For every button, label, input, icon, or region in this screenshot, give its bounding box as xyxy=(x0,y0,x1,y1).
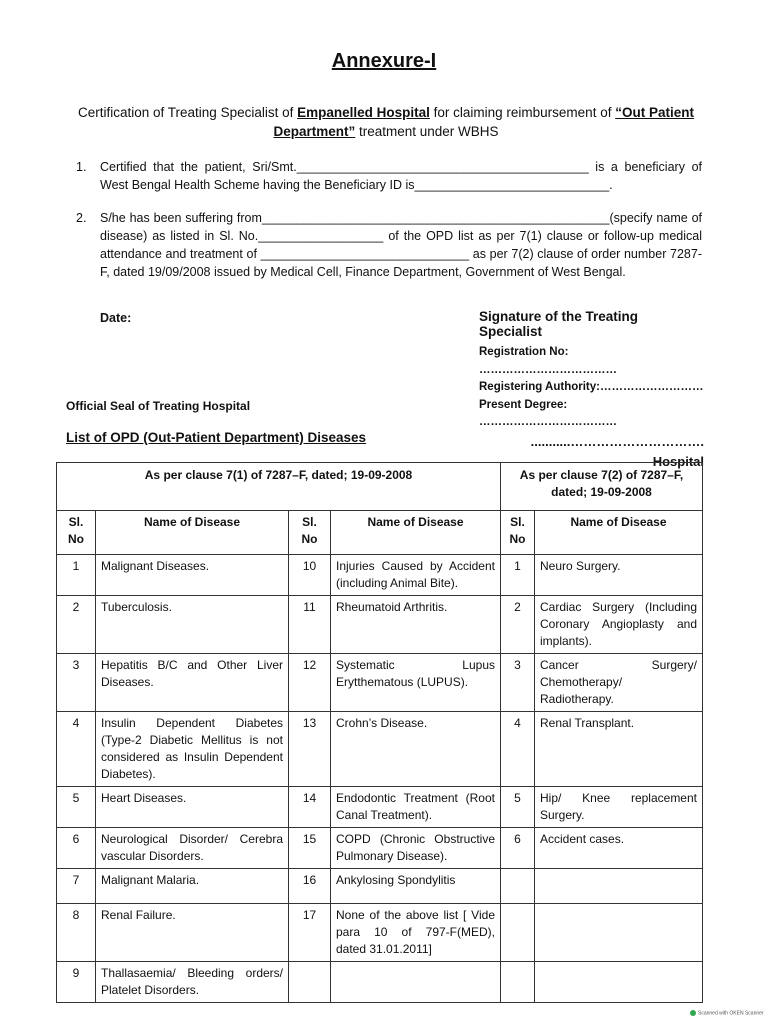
present-degree: Present Degree: ……………………………… xyxy=(479,398,617,428)
annexure-title: Annexure-I xyxy=(331,50,437,72)
clause-7-2-header: As per clause 7(2) of 7287–F, dated; 19-09-2008 xyxy=(501,463,703,511)
sl-no: 5 xyxy=(57,787,96,828)
opd-diseases-table xyxy=(56,462,703,1003)
disease-name: Crohn’s Disease. xyxy=(331,712,501,787)
disease-name xyxy=(535,962,703,1003)
sl-no: 3 xyxy=(57,654,96,712)
registration-no: Registration No: ……………………………… xyxy=(479,346,617,376)
disease-name: Cancer Surgery/ Chemotherapy/ Radiotherapy. xyxy=(535,654,703,712)
subtitle-bold1: Empanelled Hospital xyxy=(297,105,430,120)
official-seal-label: Official Seal of Treating Hospital xyxy=(66,399,251,413)
disease-name: Renal Failure. xyxy=(96,904,289,962)
sl-no: 2 xyxy=(501,596,535,654)
sl-no xyxy=(501,962,535,1003)
signature-block xyxy=(479,309,704,472)
sl-no: 8 xyxy=(57,904,96,962)
disease-name: Hip/ Knee replacement Surgery. xyxy=(535,787,703,828)
sl-no: 1 xyxy=(501,555,535,596)
col-header-slno: Sl. No xyxy=(289,511,331,555)
disease-name: Endodontic Treatment (Root Canal Treatment). xyxy=(331,787,501,828)
table-row xyxy=(57,654,703,712)
table-row xyxy=(57,712,703,787)
table-row xyxy=(57,787,703,828)
hospital-line: ...........…………………………. Hospital xyxy=(530,433,704,469)
disease-name: Systematic Lupus Erytthematous (LUPUS). xyxy=(331,654,501,712)
disease-name: COPD (Chronic Obstructive Pulmonary Disease). xyxy=(331,828,501,869)
clause-7-1-header: As per clause 7(1) of 7287–F, dated; 19-09-2008 xyxy=(57,463,501,511)
sl-no: 9 xyxy=(57,962,96,1003)
date-label: Date: xyxy=(100,311,132,325)
sl-no: 13 xyxy=(289,712,331,787)
sl-no: 15 xyxy=(289,828,331,869)
table-row xyxy=(57,904,703,962)
disease-name: Cardiac Surgery (Including Coronary Angioplasty and implants). xyxy=(535,596,703,654)
disease-name: Malignant Malaria. xyxy=(96,869,289,904)
disease-name: Tuberculosis. xyxy=(96,596,289,654)
col-header-disease: Name of Disease xyxy=(331,511,501,555)
sl-no: 1 xyxy=(57,555,96,596)
certification-item-2 xyxy=(76,209,702,281)
subtitle-bold2: “Out Patient Department” xyxy=(273,105,694,139)
scanner-note: Scanned with OKEN Scanner xyxy=(698,1010,764,1017)
disease-name xyxy=(535,869,703,904)
subtitle-part3: treatment under WBHS xyxy=(355,124,499,139)
scanner-logo-icon xyxy=(690,1010,696,1016)
disease-name: Insulin Dependent Diabetes (Type-2 Diabetic Mellitus is not considered as Insulin Dependent Diabetes). xyxy=(96,712,289,787)
sl-no: 2 xyxy=(57,596,96,654)
sl-no: 4 xyxy=(57,712,96,787)
sl-no xyxy=(501,904,535,962)
disease-name xyxy=(331,962,501,1003)
sl-no: 17 xyxy=(289,904,331,962)
col-header-disease: Name of Disease xyxy=(535,511,703,555)
sl-no: 3 xyxy=(501,654,535,712)
table-row xyxy=(57,596,703,654)
table-row xyxy=(57,962,703,1003)
disease-name: Accident cases. xyxy=(535,828,703,869)
sl-no: 4 xyxy=(501,712,535,787)
disease-name: Malignant Diseases. xyxy=(96,555,289,596)
column-header-row xyxy=(57,511,703,555)
disease-name: Thallasaemia/ Bleeding orders/ Platelet Disorders. xyxy=(96,962,289,1003)
sl-no: 12 xyxy=(289,654,331,712)
sl-no: 11 xyxy=(289,596,331,654)
scanner-watermark xyxy=(690,1010,764,1016)
disease-name: Neuro Surgery. xyxy=(535,555,703,596)
disease-name: Hepatitis B/C and Other Liver Diseases. xyxy=(96,654,289,712)
sl-no: 10 xyxy=(289,555,331,596)
subtitle-part2: for claiming reimbursement of xyxy=(429,105,616,120)
item-number: 2. xyxy=(76,211,87,225)
sl-no: 14 xyxy=(289,787,331,828)
sl-no xyxy=(289,962,331,1003)
sl-no: 6 xyxy=(501,828,535,869)
item-text: Certified that the patient, Sri/Smt.__________________________________________ is a beneficiary of West Bengal Health Scheme having the Beneficiary ID is____________________________. xyxy=(100,160,702,192)
group-header-row xyxy=(57,463,703,511)
disease-name: Heart Diseases. xyxy=(96,787,289,828)
disease-name xyxy=(535,904,703,962)
sl-no xyxy=(501,869,535,904)
item-number: 1. xyxy=(76,160,87,174)
registering-authority: Registering Authority:……………………… xyxy=(479,381,704,393)
subtitle-part1: Certification of Treating Specialist of xyxy=(78,105,298,120)
table-row xyxy=(57,555,703,596)
disease-name: Rheumatoid Arthritis. xyxy=(331,596,501,654)
disease-name: Injuries Caused by Accident (including Animal Bite). xyxy=(331,555,501,596)
col-header-disease: Name of Disease xyxy=(96,511,289,555)
sl-no: 7 xyxy=(57,869,96,904)
sl-no: 16 xyxy=(289,869,331,904)
certification-subtitle xyxy=(72,103,700,141)
signature-heading: Signature of the Treating Specialist xyxy=(479,309,639,339)
certification-item-1 xyxy=(76,158,702,194)
disease-name: Ankylosing Spondylitis xyxy=(331,869,501,904)
disease-name: None of the above list [ Vide para 10 of 797-F(MED), dated 31.01.2011] xyxy=(331,904,501,962)
opd-list-heading: List of OPD (Out-Patient Department) Diseases xyxy=(66,430,367,445)
sl-no: 6 xyxy=(57,828,96,869)
col-header-slno: Sl. No xyxy=(501,511,535,555)
disease-name: Neurological Disorder/ Cerebra vascular Disorders. xyxy=(96,828,289,869)
table-row xyxy=(57,828,703,869)
sl-no: 5 xyxy=(501,787,535,828)
disease-name: Renal Transplant. xyxy=(535,712,703,787)
item-text: S/he has been suffering from__________________________________________________(specify name of disease) as listed in Sl. No.__________________ of the OPD list as per 7(1) clause or follow-up medical attendance and treatment of ______________________________ as per 7(2) clause of order number 7287-F, dated 19/09/2008 issued by Medical Cell, Finance Department, Government of West Bengal. xyxy=(100,211,702,279)
table-row xyxy=(57,869,703,904)
col-header-slno: Sl. No xyxy=(57,511,96,555)
